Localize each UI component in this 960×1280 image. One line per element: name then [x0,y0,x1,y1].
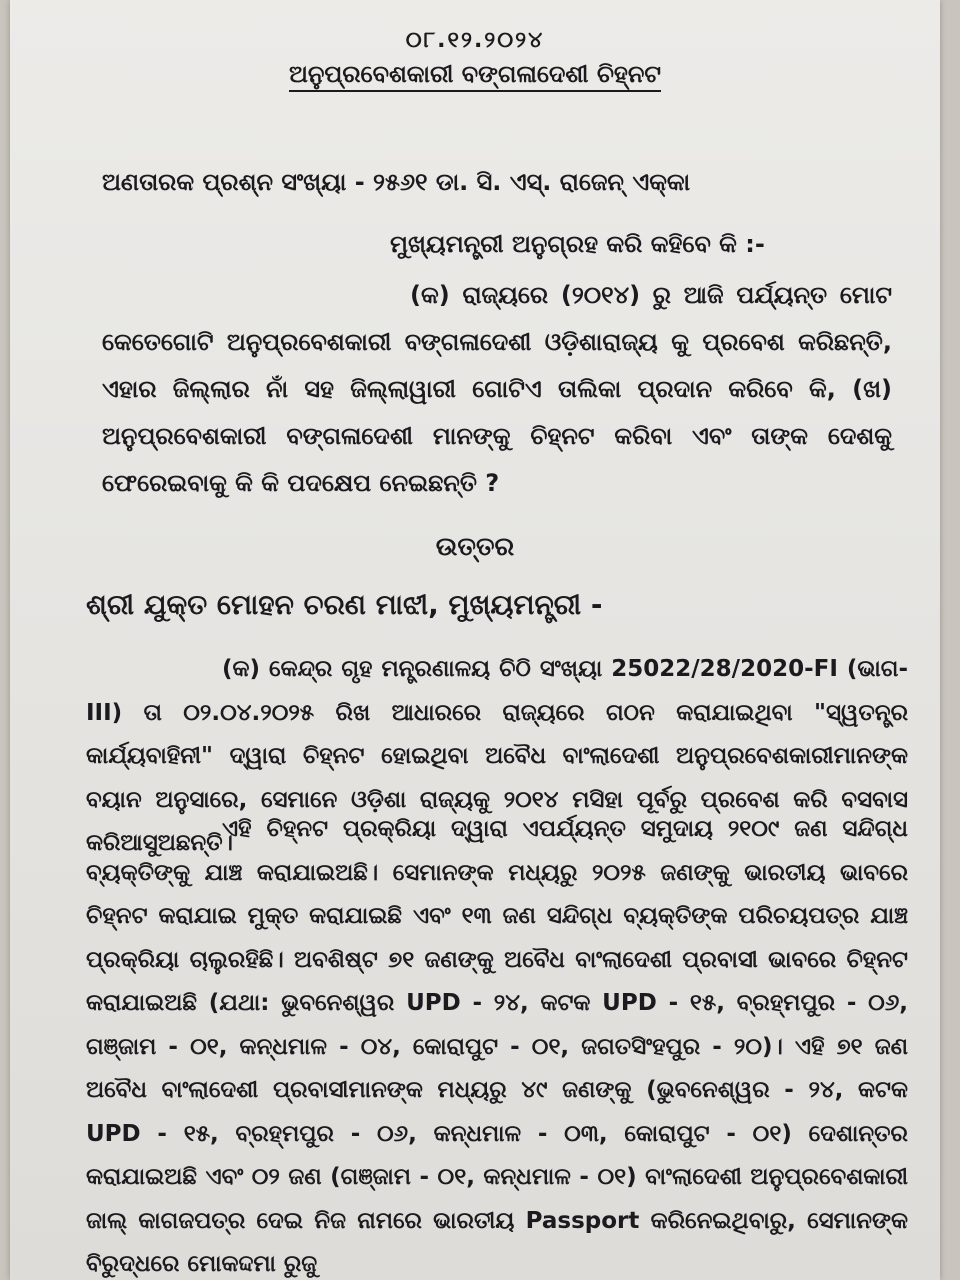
answer-paragraph-2: ଏହି ଚିହ୍ନଟ ପ୍ରକ୍ରିୟା ଦ୍ୱାରା ଏପର୍ଯ୍ୟନ୍ତ ସମୁଦାୟ ୨୧୦୯ ଜଣ ସନ୍ଦିଗ୍ଧ ବ୍ୟକ୍ତିଙ୍କୁ ଯାଞ୍ଚ କରାଯାଇଅଛି। ସେମାନଙ୍କ ମଧ୍ୟରୁ ୨୦୨୫ ଜଣଙ୍କୁ ଭାରତୀୟ ଭାବରେ ଚିହ୍ନଟ କରାଯାଇ ମୁକ୍ତ କରାଯାଇଛି ଏବଂ ୧୩ ଜଣ ସନ୍ଦିଗ୍ଧ ବ୍ୟକ୍ତିଙ୍କ ପରିଚୟପତ୍ର ଯାଞ୍ଚ ପ୍ରକ୍ରିୟା ଚାଲୁରହିଛି। ଅବଶିଷ୍ଟ ୭୧ ଜଣଙ୍କୁ ଅବୈଧ ବାଂଲାଦେଶୀ ପ୍ରବାସୀ ଭାବରେ ଚିହ୍ନଟ କରାଯାଇଅଛି (ଯଥା: ଭୁବନେଶ୍ୱର UPD - ୨୪, କଟକ UPD - ୧୫, ବ୍ରହ୍ମପୁର - ୦୬, ଗଞ୍ଜାମ - ୦୧, କନ୍ଧମାଳ - ୦୪, କୋରାପୁଟ - ୦୧, ଜଗତସିଂହପୁର - ୨୦)। ଏହି ୭୧ ଜଣ ଅବୈଧ ବାଂଲାଦେଶୀ ପ୍ରବାସୀମାନଙ୍କ ମଧ୍ୟରୁ ୪୯ ଜଣଙ୍କୁ (ଭୁବନେଶ୍ୱର - ୨୪, କଟକ UPD - ୧୫, ବ୍ରହ୍ମପୁର - ୦୬, କନ୍ଧମାଳ - ୦୩, କୋରାପୁଟ - ୦୧) ଦେଶାନ୍ତର କରାଯାଇଅଛି ଏବଂ ୦୨ ଜଣ (ଗଞ୍ଜାମ - ୦୧, କନ୍ଧମାଳ - ୦୧) ବାଂଲାଦେଶୀ ଅନୁପ୍ରବେଶକାରୀ ଜାଲ୍ କାଗଜପତ୍ର ଦେଇ ନିଜ ନାମରେ ଭାରତୀୟ Passport କରିନେଇଥିବାରୁ, ସେମାନଙ୍କ ବିରୁଦ୍ଧରେ ମୋକଦ୍ଦମା ରୁଜୁ [86,816,908,1277]
document-title [10,60,940,88]
document-page [10,0,940,1280]
document-title-text: ଅନୁପ୍ରବେଶକାରୀ ବଙ୍ଗଳାଦେଶୀ ଚିହ୍ନଟ [289,60,661,92]
question-body: (କ) ରାଜ୍ୟରେ (୨୦୧୪) ରୁ ଆଜି ପର୍ଯ୍ୟନ୍ତ ମୋଟ କେତେଗୋଟି ଅନୁପ୍ରବେଶକାରୀ ବଙ୍ଗଳାଦେଶୀ ଓଡ଼ିଶାରାଜ୍ୟ କୁ ପ୍ରବେଶ କରିଛନ୍ତି, ଏହାର ଜିଲ୍ଲାର ନାଁ ସହ ଜିଲ୍ଲାୱାରୀ ଗୋଟିଏ ତାଲିକା ପ୍ରଦାନ କରିବେ କି, (ଖ) ଅନୁପ୍ରବେଶକାରୀ ବଙ୍ଗଳାଦେଶୀ ମାନଙ୍କୁ ଚିହ୍ନଟ କରିବା ଏବଂ ତାଙ୍କ ଦେଶକୁ ଫେରେଇବାକୁ କି କି ପଦକ୍ଷେପ ନେଇଛନ୍ତି ? [102,281,892,497]
document-date: ୦୮.୧୨.୨୦୨୪ [405,28,545,53]
answer-paragraph-1: (କ) କେନ୍ଦ୍ର ଗୃହ ମନ୍ତ୍ରଣାଳୟ ଚିଠି ସଂଖ୍ୟା 25022/28/2020-FI (ଭାଗ-III) ତା ୦୨.୦୪.୨୦୨୫ ରିଖ ଆଧାରରେ ରାଜ୍ୟରେ ଗଠନ କରାଯାଇଥିବା "ସ୍ୱତନ୍ତ୍ର କାର୍ଯ୍ୟବାହିନୀ" ଦ୍ୱାରା ଚିହ୍ନଟ ହୋଇଥିବା ଅବୈଧ ବାଂଲାଦେଶୀ ଅନୁପ୍ରବେଶକାରୀମାନଙ୍କ ବୟାନ ଅନୁସାରେ, ସେମାନେ ଓଡ଼ିଶା ରାଜ୍ୟକୁ ୨୦୧୪ ମସିହା ପୂର୍ବରୁ ପ୍ରବେଶ କରି ବସବାସ କରିଆସୁଅଛନ୍ତି। [86,656,908,856]
question-reference: ଅଣତାରକ ପ୍ରଶ୍ନ ସଂଖ୍ୟା - ୨୫୬୧ ଡା. ସି. ଏସ୍. ରାଜେନ୍ ଏକ୍କା [102,168,691,196]
answer-heading: ଉତ୍ତର [435,532,515,562]
responder-name: ଶ୍ରୀ ଯୁକ୍ତ ମୋହନ ଚରଣ ମାଝୀ, ମୁଖ୍ୟମନ୍ତ୍ରୀ - [86,588,603,621]
question-intro: ମୁଖ୍ୟମନ୍ତ୍ରୀ ଅନୁଗ୍ରହ କରି କହିବେ କି :- [390,230,765,258]
